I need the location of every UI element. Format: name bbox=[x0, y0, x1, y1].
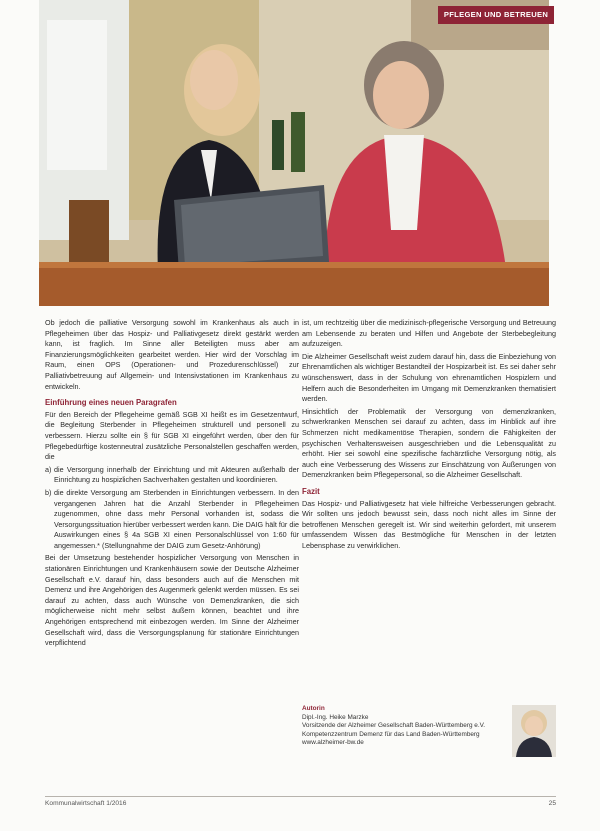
header-photo bbox=[39, 0, 549, 306]
author-name: Dipl.-Ing. Heike Marzke bbox=[302, 713, 369, 721]
author-box bbox=[302, 705, 556, 765]
list bbox=[45, 465, 299, 552]
page-number: 25 bbox=[548, 800, 556, 807]
body-paragraph: ist, um rechtzeitig über die medizinisch-pflegerische Versorgung und Betreuung am Lebensende zu beraten und Hilfen und Angebote der Sterbebegleitung aufzuzeigen. bbox=[302, 318, 556, 349]
author-label: Autorin bbox=[302, 705, 325, 712]
author-role: Vorsitzende der Alzheimer Gesellschaft Baden-Württemberg e.V. bbox=[302, 722, 486, 730]
footer-divider bbox=[45, 796, 556, 797]
author-portrait-icon bbox=[512, 705, 556, 757]
body-paragraph: Die Alzheimer Gesellschaft weist zudem darauf hin, dass die Einbeziehung von Ehrenamtlichen als wichtiger Bestandteil der Hospizarbeit ist. Es sei daher sehr wünschenswert, dass in der Schulung von ehrenamtlichen Hospizlern und Helfern auch die Besonderheiten im Umgang mit Demenzkranken thematisiert werden. bbox=[302, 351, 556, 404]
section-heading: Fazit bbox=[302, 486, 320, 496]
right-column bbox=[302, 318, 556, 553]
photo-illustration bbox=[39, 0, 549, 306]
magazine-issue: Kommunalwirtschaft 1/2016 bbox=[45, 800, 127, 807]
author-info bbox=[302, 705, 502, 748]
author-website: www.alzheimer-bw.de bbox=[302, 739, 364, 747]
left-column bbox=[45, 318, 299, 651]
author-organization: Kompetenzzentrum Demenz für das Land Baden-Württemberg bbox=[302, 730, 480, 738]
list-item bbox=[45, 464, 299, 486]
list-marker: a) bbox=[45, 464, 52, 474]
body-paragraph: Hinsichtlich der Problematik der Versorgung von demenzkranken, schwerkranken Menschen sei darauf zu achten, dass im Hinblick auf ihre Schmerzen nicht medikamentöse Therapien, sondern die Fähigkeiten der psychischen Verhaltensweisen ausgeschrieben und die Lebensqualität zu erhöht. Hier sei sowohl eine spezifische fachärztliche Versorgung nötig, als auch eine Verbesserung des Wissens zur Einschätzung von Äußerungen von Demenzkranken beim Pflegepersonal, so die Alzheimer Gesellschaft. bbox=[302, 406, 556, 480]
intro-paragraph: Ob jedoch die palliative Versorgung sowohl im Krankenhaus als auch in Pflegeheimen über das Hospiz- und Palliativgesetz direkt gestärkt werden kann, ist fraglich. Im Sinne aller Beteiligten muss aber am Finanzierungsmöglichkeiten gearbeitet werden. Hier wird der Vorschlag im Raum, einen OPS (Operationen- und Prozedurenschlüssel) zur Palliativbetreuung auf Allgemein- und Intensivstationen im Krankenhaus zu entwickeln. bbox=[45, 318, 299, 391]
list-item bbox=[45, 487, 299, 552]
body-paragraph: Für den Bereich der Pflegeheime gemäß SGB XI heißt es im Gesetzentwurf, die Begleitung Sterbender in Pflegeheimen strukturell und personell zu verbessern. Hierzu sollte ein § für SGB XI eingeführt werden, über den für Pflegebedürftige kostenneutral zusätzliche Personalstellen geschaffen werden, die bbox=[45, 409, 299, 462]
section-label: PFLEGEN UND BETREUEN bbox=[438, 6, 554, 24]
list-marker: b) bbox=[45, 487, 52, 497]
page-footer bbox=[45, 800, 556, 812]
section-heading: Einführung eines neuen Paragrafen bbox=[45, 398, 177, 408]
body-paragraph: Bei der Umsetzung bestehender hospizlicher Versorgung von Menschen in stationären Einrichtungen und Krankenhäusern sowie der Deutsche Alzheimer Gesellschaft e.V. darauf hin, dass besonders auch auf die Menschen mit Demenz und ihre Angehörigen des Augenmerk gelenkt werden müssen. Es sei darauf zu achten, dass auch Wünsche von Demenzkranken, die sich möglicherweise nicht mehr selbst äußern können, beachtet und ihre Angehörigen entsprechend mit einbezogen werden. Im Sinne der Alzheimer Gesellschaft wird, dass die Versorgungsplanung für stationäre Einrichtungen verpflichtend bbox=[45, 553, 299, 648]
list-item-text: die direkte Versorgung am Sterbenden in Einrichtungen verbessern. In den vergangenen Jahren hat die Anzahl Sterbender in Pflegeheimen zugenommen, ohne dass mehr Personal vorhanden ist, sodass die Versorgungssituation hierüber verbessert werden kann. Die DAIG hält für die Auswirkungen eines § 4a SGB XI einen Personalschlüssel von 1:60 für angemessen.* (Stellungnahme der DAIG zum Gesetz-Anhörung) bbox=[54, 487, 299, 550]
body-paragraph: Das Hospiz- und Palliativgesetz hat viele hilfreiche Verbesserungen gebracht. Wir sollten uns jedoch bewusst sein, dass noch nicht alles im Sinne der betroffenen Menschen geregelt ist. Wir sind weiterhin gefordert, mit unserem umfassendem Wissen das Bestmögliche für Menschen in der letzten Lebensphase zu verwirklichen. bbox=[302, 498, 556, 550]
list-item-text: die Versorgung innerhalb der Einrichtung und mit Akteuren außerhalb der Einrichtung zu hospizlichen Sachverhalten gestalten und koordinieren. bbox=[54, 464, 299, 485]
